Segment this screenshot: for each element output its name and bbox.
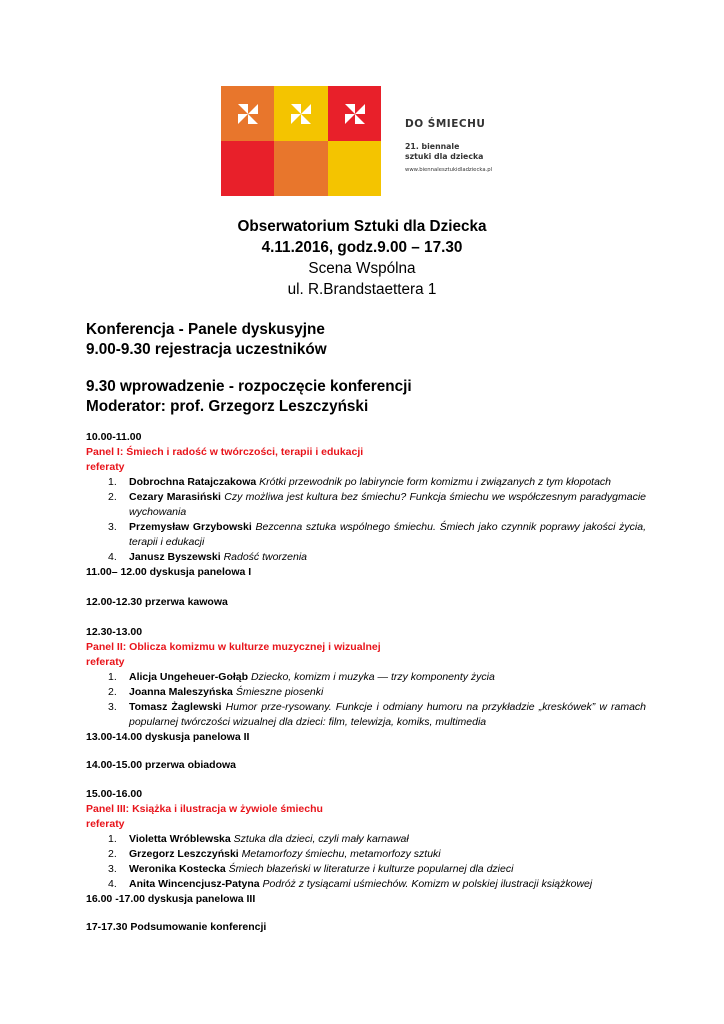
item-number: 3.	[108, 521, 117, 533]
speaker-name: Violetta Wróblewska	[129, 833, 231, 845]
event-venue: Scena Wspólna	[308, 260, 416, 277]
list-item	[86, 670, 646, 685]
panel-title: Panel II: Oblicza komizmu w kulturze muzycznej i wizualnej	[86, 641, 381, 653]
talk-title: Podróż z tysiącami uśmiechów. Komizm w polskiej ilustracji książkowej	[262, 878, 593, 890]
registration-line: 9.00-9.30 rejestracja uczestników	[86, 341, 327, 358]
logo-url: www.biennalesztukidladziecka.pl	[405, 167, 493, 173]
speaker-name: Janusz Byszewski	[129, 551, 221, 563]
pinwheel-icon	[235, 101, 261, 127]
speaker-name: Grzegorz Leszczyński	[129, 848, 239, 860]
list-item	[86, 685, 646, 700]
talk-list	[86, 475, 646, 565]
pinwheel-icon	[288, 101, 314, 127]
talk-title: Sztuka dla dzieci, czyli mały karnawał	[233, 833, 409, 845]
logo-text	[405, 118, 492, 173]
list-item	[86, 877, 646, 892]
logo-cell	[328, 141, 381, 196]
panel-time: 12.30-13.00	[86, 626, 143, 638]
logo-cell	[221, 86, 274, 141]
summary-line: 17-17.30 Podsumowanie konferencji	[86, 921, 267, 933]
item-number: 2.	[108, 686, 117, 698]
logo-title: DO ŚMIECHU	[405, 118, 486, 130]
list-item	[86, 475, 646, 490]
logo-cell	[328, 86, 381, 141]
panel-section	[86, 625, 646, 745]
talk-title: Bezcenna sztuka wspólnego śmiechu. Śmiech jako czynnik poprawy jakości życia, terapii i edukacji	[129, 521, 646, 548]
panel-discussion: 16.00 -17.00 dyskusja panelowa III	[86, 893, 256, 905]
logo-cell	[274, 86, 327, 141]
referaty-label: referaty	[86, 656, 125, 668]
referaty-label: referaty	[86, 818, 125, 830]
talk-title: Śmieszne piosenki	[235, 686, 324, 698]
coffee-break: 12.00-12.30 przerwa kawowa	[86, 596, 228, 608]
event-date: 4.11.2016, godz.9.00 – 17.30	[261, 239, 463, 256]
item-number: 1.	[108, 476, 117, 488]
talk-title: Radość tworzenia	[223, 551, 308, 563]
list-item	[86, 490, 646, 520]
list-item	[86, 862, 646, 877]
event-address: ul. R.Brandstaettera 1	[287, 281, 437, 298]
logo-cell	[221, 141, 274, 196]
speaker-name: Alicja Ungeheuer-Gołąb	[129, 671, 249, 683]
talk-title: Krótki przewodnik po labiryncie form komizmu i związanych z tym kłopotach	[259, 476, 612, 488]
talk-title: Humor prze-rysowany. Funkcje i odmiany humoru na przykładzie „kreskówek” w ramach popularnej twórczości wizualnej dla dzieci: film, telewizja, komiks, multimedia	[129, 701, 647, 728]
talk-list	[86, 670, 646, 730]
panel-title: Panel III: Książka i ilustracja w żywiole śmiechu	[86, 803, 323, 815]
logo-subtitle: sztuki dla dziecka	[405, 152, 484, 161]
opening-line: 9.30 wprowadzenie - rozpoczęcie konferencji	[86, 378, 412, 395]
panel-time: 10.00-11.00	[86, 431, 142, 443]
referaty-label: referaty	[86, 461, 125, 473]
item-number: 2.	[108, 491, 117, 503]
conference-heading: Konferencja - Panele dyskusyjne	[86, 321, 325, 338]
speaker-name: Weronika Kostecka	[129, 863, 226, 875]
speaker-name: Tomasz Żaglewski	[129, 701, 222, 713]
panel-section	[86, 787, 646, 907]
speaker-name: Przemysław Grzybowski	[129, 521, 252, 533]
list-item	[86, 847, 646, 862]
item-number: 4.	[108, 551, 117, 563]
list-item	[86, 520, 646, 550]
item-number: 3.	[108, 863, 117, 875]
panel-section	[86, 430, 646, 580]
item-number: 4.	[108, 878, 117, 890]
talk-title: Metamorfozy śmiechu, metamorfozy sztuki	[241, 848, 441, 860]
panel-discussion: 13.00-14.00 dyskusja panelowa II	[86, 731, 250, 743]
lunch-break: 14.00-15.00 przerwa obiadowa	[86, 759, 236, 771]
panel-title: Panel I: Śmiech i radość w twórczości, terapii i edukacji	[86, 446, 364, 458]
list-item	[86, 550, 646, 565]
list-item	[86, 700, 646, 730]
talk-title: Dziecko, komizm i muzyka — trzy komponenty życia	[250, 671, 495, 683]
event-title: Obserwatorium Sztuki dla Dziecka	[237, 218, 487, 235]
logo-cell	[274, 141, 327, 196]
logo-subtitle: 21. biennale	[405, 142, 460, 151]
speaker-name: Dobrochna Ratajczakowa	[129, 476, 257, 488]
talk-title: Śmiech błazeński w literaturze i kulturze popularnej dla dzieci	[228, 863, 514, 875]
item-number: 1.	[108, 833, 117, 845]
pinwheel-icon	[342, 101, 368, 127]
speaker-name: Joanna Maleszyńska	[129, 686, 233, 698]
speaker-name: Cezary Marasiński	[129, 491, 221, 503]
talk-title: Czy możliwa jest kultura bez śmiechu? Funkcja śmiechu we współczesnym paradygmacie wychowania	[129, 491, 646, 518]
moderator-line: Moderator: prof. Grzegorz Leszczyński	[86, 398, 369, 415]
panel-time: 15.00-16.00	[86, 788, 143, 800]
list-item	[86, 832, 646, 847]
item-number: 2.	[108, 848, 117, 860]
festival-logo	[221, 86, 381, 196]
item-number: 3.	[108, 701, 117, 713]
item-number: 1.	[108, 671, 117, 683]
talk-list	[86, 832, 646, 892]
panel-discussion: 11.00– 12.00 dyskusja panelowa I	[86, 566, 252, 578]
speaker-name: Anita Wincencjusz-Patyna	[129, 878, 260, 890]
